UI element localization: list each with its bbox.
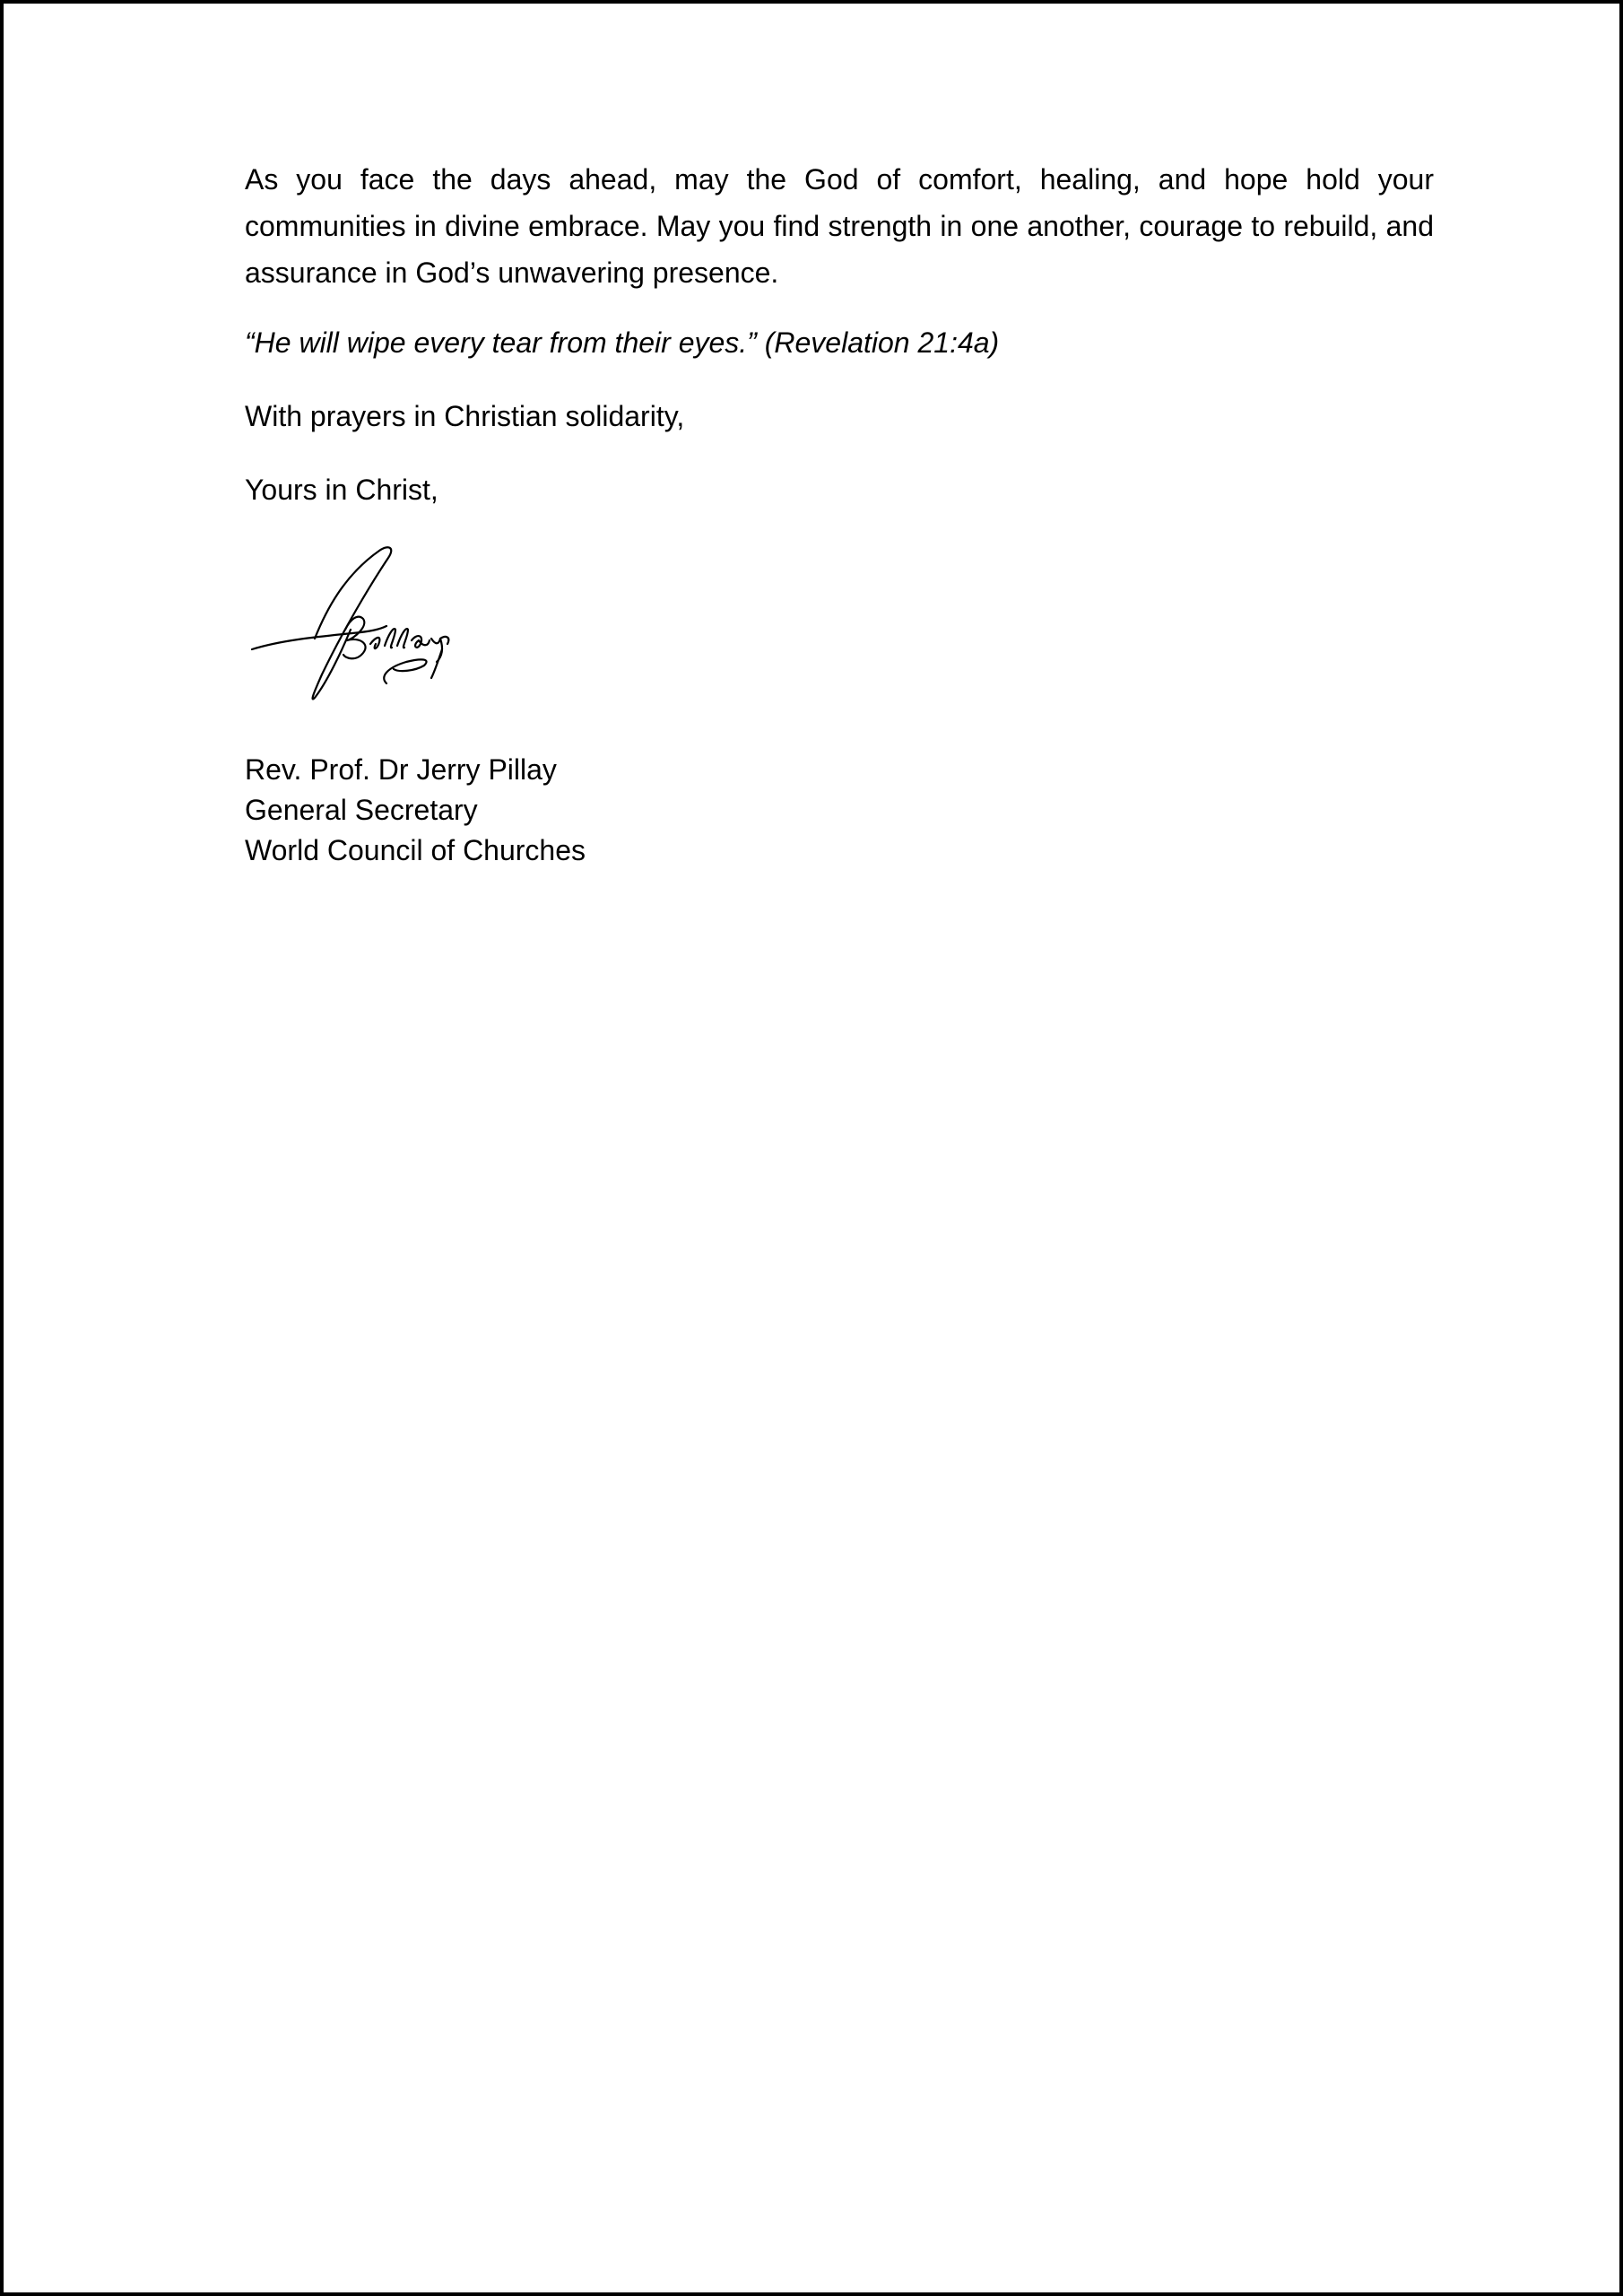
closing-paragraph: As you face the days ahead, may the God of comfort, healing, and hope hold your communities in divine embrace. May you find strength in one another, courage to rebuild, and assurance in God’s unwavering presence. (245, 163, 1434, 289)
scripture-quote: “He will wipe every tear from their eyes.” (Revelation 21:4a) (245, 326, 1000, 359)
handwritten-signature-icon (245, 540, 514, 710)
signatory-block (245, 750, 1434, 871)
letter-body (245, 156, 1434, 871)
signatory-name: Rev. Prof. Dr Jerry Pillay (245, 753, 557, 786)
signatory-organization: World Council of Churches (245, 834, 586, 866)
salutation: Yours in Christ, (245, 474, 438, 506)
signatory-title: General Secretary (245, 794, 478, 826)
closing-line: With prayers in Christian solidarity, (245, 400, 685, 432)
